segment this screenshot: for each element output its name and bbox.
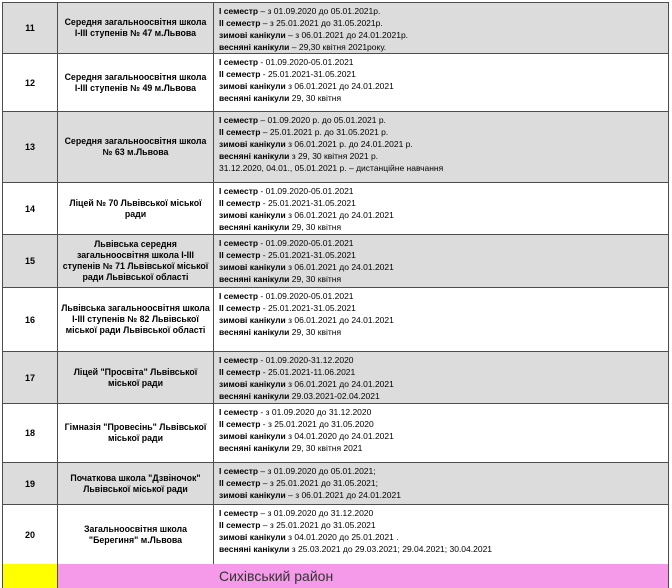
schedule-text: 29, 30 квітня bbox=[289, 327, 342, 337]
schedule-line bbox=[219, 68, 664, 80]
schedule-cell bbox=[214, 404, 669, 463]
table-row bbox=[3, 463, 669, 505]
school-name: Початкова школа "Дзвіночок" Львівської міської ради bbox=[70, 472, 201, 494]
schedule-label: І семестр bbox=[219, 291, 259, 301]
district-name-cell bbox=[214, 564, 669, 588]
table-row bbox=[3, 3, 669, 54]
schedule-line bbox=[219, 543, 664, 555]
school-name-cell bbox=[58, 463, 214, 505]
schedule-line bbox=[219, 418, 664, 430]
schedule-label: І семестр bbox=[219, 355, 259, 365]
schedule-text: – 25.01.2021 р. до 31.05.2021 р. bbox=[260, 127, 389, 137]
row-number-cell bbox=[3, 54, 58, 112]
schedule-text: - з 25.01.2021 до 31.05.2020 bbox=[260, 419, 374, 429]
row-number-cell bbox=[3, 288, 58, 352]
schedule-cell bbox=[214, 3, 669, 54]
schedule-text: - 01.09.2020-05.01.2021 bbox=[258, 57, 354, 67]
schedule-text: - 01.09.2020-05.01.2021 bbox=[258, 186, 354, 196]
schedule-line bbox=[219, 290, 664, 302]
schedule-text: – з 01.09.2020 до 31.12.2020 bbox=[258, 508, 374, 518]
schedule-text: – 01.09.2020 р. до 05.01.2021 р. bbox=[258, 115, 386, 125]
schedule-text: - 25.01.2021-31.05.2021 bbox=[260, 303, 356, 313]
row-number: 13 bbox=[24, 142, 35, 152]
school-name-cell bbox=[58, 3, 214, 54]
schedule-label: весняні канікули bbox=[219, 274, 290, 284]
schedule-line bbox=[219, 56, 664, 68]
row-number-cell bbox=[3, 235, 58, 288]
schedule-label: І семестр bbox=[219, 407, 259, 417]
schedule-label: ІІ семестр bbox=[219, 18, 261, 28]
schedule-label: весняні канікули bbox=[219, 93, 290, 103]
schedule-line bbox=[219, 302, 664, 314]
schedule-line bbox=[219, 29, 664, 41]
schedule-label: весняні канікули bbox=[219, 544, 290, 554]
schedule-text: - 25.01.2021-11.06.2021 bbox=[260, 367, 356, 377]
row-number: 16 bbox=[24, 314, 35, 325]
schedule-label: І семестр bbox=[219, 238, 259, 248]
school-name-cell bbox=[58, 288, 214, 352]
schedule-line bbox=[219, 354, 664, 366]
schedule-line bbox=[219, 17, 664, 29]
table-row bbox=[3, 505, 669, 565]
schedule-label: ІІ семестр bbox=[219, 367, 261, 377]
school-name: Середня загальноосвітня школа № 63 м.Львова bbox=[64, 136, 207, 157]
schedule-text: – з 01.09.2020 до 05.01.2021р. bbox=[258, 6, 381, 16]
schedule-text: – з 25.01.2021 до 31.05.2021; bbox=[260, 478, 378, 488]
table-row bbox=[3, 54, 669, 112]
schedule-label: ІІ семестр bbox=[219, 250, 261, 260]
row-number: 14 bbox=[24, 203, 35, 214]
schedule-text: - 25.01.2021-31.05.2021 bbox=[260, 69, 356, 79]
table-row bbox=[3, 183, 669, 235]
schedule-text: 31.12.2020, 04.01., 05.01.2021 р. – дистанційне навчання bbox=[219, 163, 444, 173]
row-number: 11 bbox=[25, 23, 35, 33]
schedule-label: зимові канікули bbox=[219, 30, 286, 40]
schedule-line bbox=[219, 442, 664, 454]
district-label: Сихівський район bbox=[219, 568, 334, 584]
table-row bbox=[3, 288, 669, 352]
schedule-line bbox=[219, 489, 664, 501]
row-number: 18 bbox=[24, 428, 35, 438]
schedule-line bbox=[219, 92, 664, 104]
schedule-text: – з 06.01.2021 до 24.01.2021 bbox=[285, 490, 401, 500]
schedule-text: - 01.09.2020-05.01.2021 bbox=[258, 238, 354, 248]
schedule-line bbox=[219, 150, 664, 162]
schedule-text: з 29, 30 квітня 2021 р. bbox=[289, 151, 379, 161]
schedule-line bbox=[219, 237, 664, 249]
schedule-line bbox=[219, 314, 664, 326]
schedule-label: зимові канікули bbox=[219, 262, 286, 272]
district-row bbox=[2, 564, 669, 588]
schedule-line bbox=[219, 162, 664, 174]
schedule-line bbox=[219, 114, 664, 126]
schedule-text: – з 06.01.2021 до 24.01.2021р. bbox=[285, 30, 409, 40]
row-number-cell bbox=[3, 352, 58, 404]
schedule-line bbox=[219, 390, 664, 402]
schedule-text: з 04.01.2020 до 25.01.2021 . bbox=[285, 532, 399, 542]
row-number-cell bbox=[3, 505, 58, 565]
schedule-line bbox=[219, 326, 664, 338]
schedule-label: ІІ семестр bbox=[219, 303, 261, 313]
schedule-text: 29, 30 квітня bbox=[289, 222, 342, 232]
schedule-text: – 29,30 квітня 2021року. bbox=[289, 42, 387, 52]
table-row bbox=[3, 404, 669, 463]
schedule-text: 29, 30 квітня bbox=[289, 93, 342, 103]
school-name-cell bbox=[58, 112, 214, 183]
schedule-label: весняні канікули bbox=[219, 443, 290, 453]
schedule-line bbox=[219, 197, 664, 209]
school-name-cell bbox=[58, 505, 214, 565]
schedule-line bbox=[219, 531, 664, 543]
schedule-text: з 06.01.2021 до 24.01.2021 bbox=[285, 262, 394, 272]
schedule-line bbox=[219, 477, 664, 489]
school-name-cell bbox=[58, 183, 214, 235]
row-number: 20 bbox=[24, 529, 35, 540]
schedule-label: ІІ семестр bbox=[219, 478, 261, 488]
row-number-cell bbox=[3, 404, 58, 463]
schedule-label: зимові канікули bbox=[219, 315, 286, 325]
schedule-line bbox=[219, 209, 664, 221]
schedule-line bbox=[219, 221, 664, 233]
schedule-label: весняні канікули bbox=[219, 327, 290, 337]
schedule-cell bbox=[214, 112, 669, 183]
schedule-text: 29, 30 квітня 2021 bbox=[289, 443, 363, 453]
school-name: Середня загальноосвітня школа І-ІІІ ступенів № 49 м.Львова bbox=[64, 71, 207, 93]
district-band-cell bbox=[58, 564, 214, 588]
schedule-line bbox=[219, 406, 664, 418]
schedule-label: весняні канікули bbox=[219, 391, 290, 401]
schedule-label: весняні канікули bbox=[219, 151, 290, 161]
schedule-line bbox=[219, 5, 664, 17]
row-number-cell bbox=[3, 3, 58, 54]
school-name-cell bbox=[58, 352, 214, 404]
schedule-line bbox=[219, 41, 664, 53]
table-row bbox=[3, 235, 669, 288]
schedule-label: зимові канікули bbox=[219, 81, 286, 91]
schedule-label: І семестр bbox=[219, 115, 259, 125]
schools-schedule-table bbox=[2, 2, 669, 565]
schedule-cell bbox=[214, 288, 669, 352]
schedule-text: з 06.01.2021 до 24.01.2021 bbox=[285, 315, 394, 325]
schedule-line bbox=[219, 273, 664, 285]
schedule-label: зимові канікули bbox=[219, 379, 286, 389]
schedule-text: – з 25.01.2021 до 31.05.2021 bbox=[260, 520, 376, 530]
schedule-text: - 25.01.2021-31.05.2021 bbox=[260, 250, 356, 260]
schedule-line bbox=[219, 366, 664, 378]
schedule-label: зимові канікули bbox=[219, 139, 286, 149]
schedule-text: 29, 30 квітня bbox=[289, 274, 342, 284]
schedule-label: ІІ семестр bbox=[219, 419, 261, 429]
schedule-line bbox=[219, 261, 664, 273]
schedule-label: зимові канікули bbox=[219, 210, 286, 220]
school-name-cell bbox=[58, 54, 214, 112]
schedule-text: з 04.01.2020 до 24.01.2021 bbox=[285, 431, 394, 441]
schedule-cell bbox=[214, 463, 669, 505]
schedule-label: ІІ семестр bbox=[219, 127, 261, 137]
school-name: Ліцей № 70 Львівської міської ради bbox=[69, 197, 202, 219]
schedule-text: з 06.01.2021 до 24.01.2021 bbox=[285, 210, 394, 220]
schedule-label: весняні канікули bbox=[219, 222, 290, 232]
schedule-label: зимові канікули bbox=[219, 490, 286, 500]
schedule-cell bbox=[214, 235, 669, 288]
schedule-line bbox=[219, 185, 664, 197]
schedule-text: з 25.03.2021 до 29.03.2021; 29.04.2021; 30.04.2021 bbox=[289, 544, 493, 554]
schedule-line bbox=[219, 430, 664, 442]
row-number-cell bbox=[3, 183, 58, 235]
schedule-label: І семестр bbox=[219, 508, 259, 518]
school-name-cell bbox=[58, 404, 214, 463]
schedule-line bbox=[219, 507, 664, 519]
schedule-label: ІІ семестр bbox=[219, 198, 261, 208]
schedule-text: з 06.01.2021 р. до 24.01.2021 р. bbox=[285, 139, 413, 149]
row-number: 17 bbox=[24, 372, 35, 383]
schedule-label: І семестр bbox=[219, 6, 259, 16]
table-row bbox=[3, 352, 669, 404]
row-number: 12 bbox=[24, 77, 35, 88]
schedule-cell bbox=[214, 183, 669, 235]
schedule-text: 29.03.2021-02.04.2021 bbox=[289, 391, 380, 401]
schedule-line bbox=[219, 378, 664, 390]
school-name-cell bbox=[58, 235, 214, 288]
school-name: Львівська загальноосвітня школа І-ІІІ ступенів № 82 Львівської міської ради Львівської області bbox=[61, 303, 210, 335]
schedule-text: - з 01.09.2020 до 31.12.2020 bbox=[258, 407, 372, 417]
schedule-line bbox=[219, 465, 664, 477]
schedule-cell bbox=[214, 505, 669, 565]
schedule-text: - 01.09.2020-05.01.2021 bbox=[258, 291, 354, 301]
schedule-line bbox=[219, 249, 664, 261]
school-name: Львівська середня загальноосвітня школа І-ІІІ ступенів № 71 Львівської міської ради Львівської області bbox=[62, 239, 209, 282]
schedule-line bbox=[219, 126, 664, 138]
district-marker-cell bbox=[3, 564, 58, 588]
schedule-line bbox=[219, 519, 664, 531]
row-number: 15 bbox=[24, 256, 35, 266]
schedule-text: – з 25.01.2021 до 31.05.2021р. bbox=[260, 18, 383, 28]
schedule-label: зимові канікули bbox=[219, 431, 286, 441]
schedule-label: весняні канікули bbox=[219, 42, 290, 52]
row-number-cell bbox=[3, 112, 58, 183]
table-row bbox=[3, 112, 669, 183]
schedule-label: ІІ семестр bbox=[219, 69, 261, 79]
schedule-text: – з 01.09.2020 до 05.01.2021; bbox=[258, 466, 376, 476]
school-name: Середня загальноосвітня школа І-ІІІ ступенів № 47 м.Львова bbox=[64, 17, 207, 38]
schedule-label: І семестр bbox=[219, 466, 259, 476]
row-number: 19 bbox=[24, 478, 35, 489]
schedule-text: - 01.09.2020-31.12.2020 bbox=[258, 355, 354, 365]
schedule-text: - 25.01.2021-31.05.2021 bbox=[260, 198, 356, 208]
school-name: Гімназія "Провесінь" Львівської міської ради bbox=[64, 422, 207, 443]
schedule-line bbox=[219, 80, 664, 92]
school-name: Ліцей "Просвіта" Львівської міської ради bbox=[73, 366, 198, 388]
schedule-text: з 06.01.2021 до 24.01.2021 bbox=[285, 379, 394, 389]
schedule-cell bbox=[214, 54, 669, 112]
school-name: Загальноосвітня школа "Берегиня" м.Львова bbox=[83, 523, 188, 545]
schedule-line bbox=[219, 138, 664, 150]
schedule-label: ІІ семестр bbox=[219, 520, 261, 530]
schedule-label: І семестр bbox=[219, 57, 259, 67]
row-number-cell bbox=[3, 463, 58, 505]
schedule-text: з 06.01.2021 до 24.01.2021 bbox=[285, 81, 394, 91]
schedule-label: І семестр bbox=[219, 186, 259, 196]
schedule-cell bbox=[214, 352, 669, 404]
schedule-label: зимові канікули bbox=[219, 532, 286, 542]
